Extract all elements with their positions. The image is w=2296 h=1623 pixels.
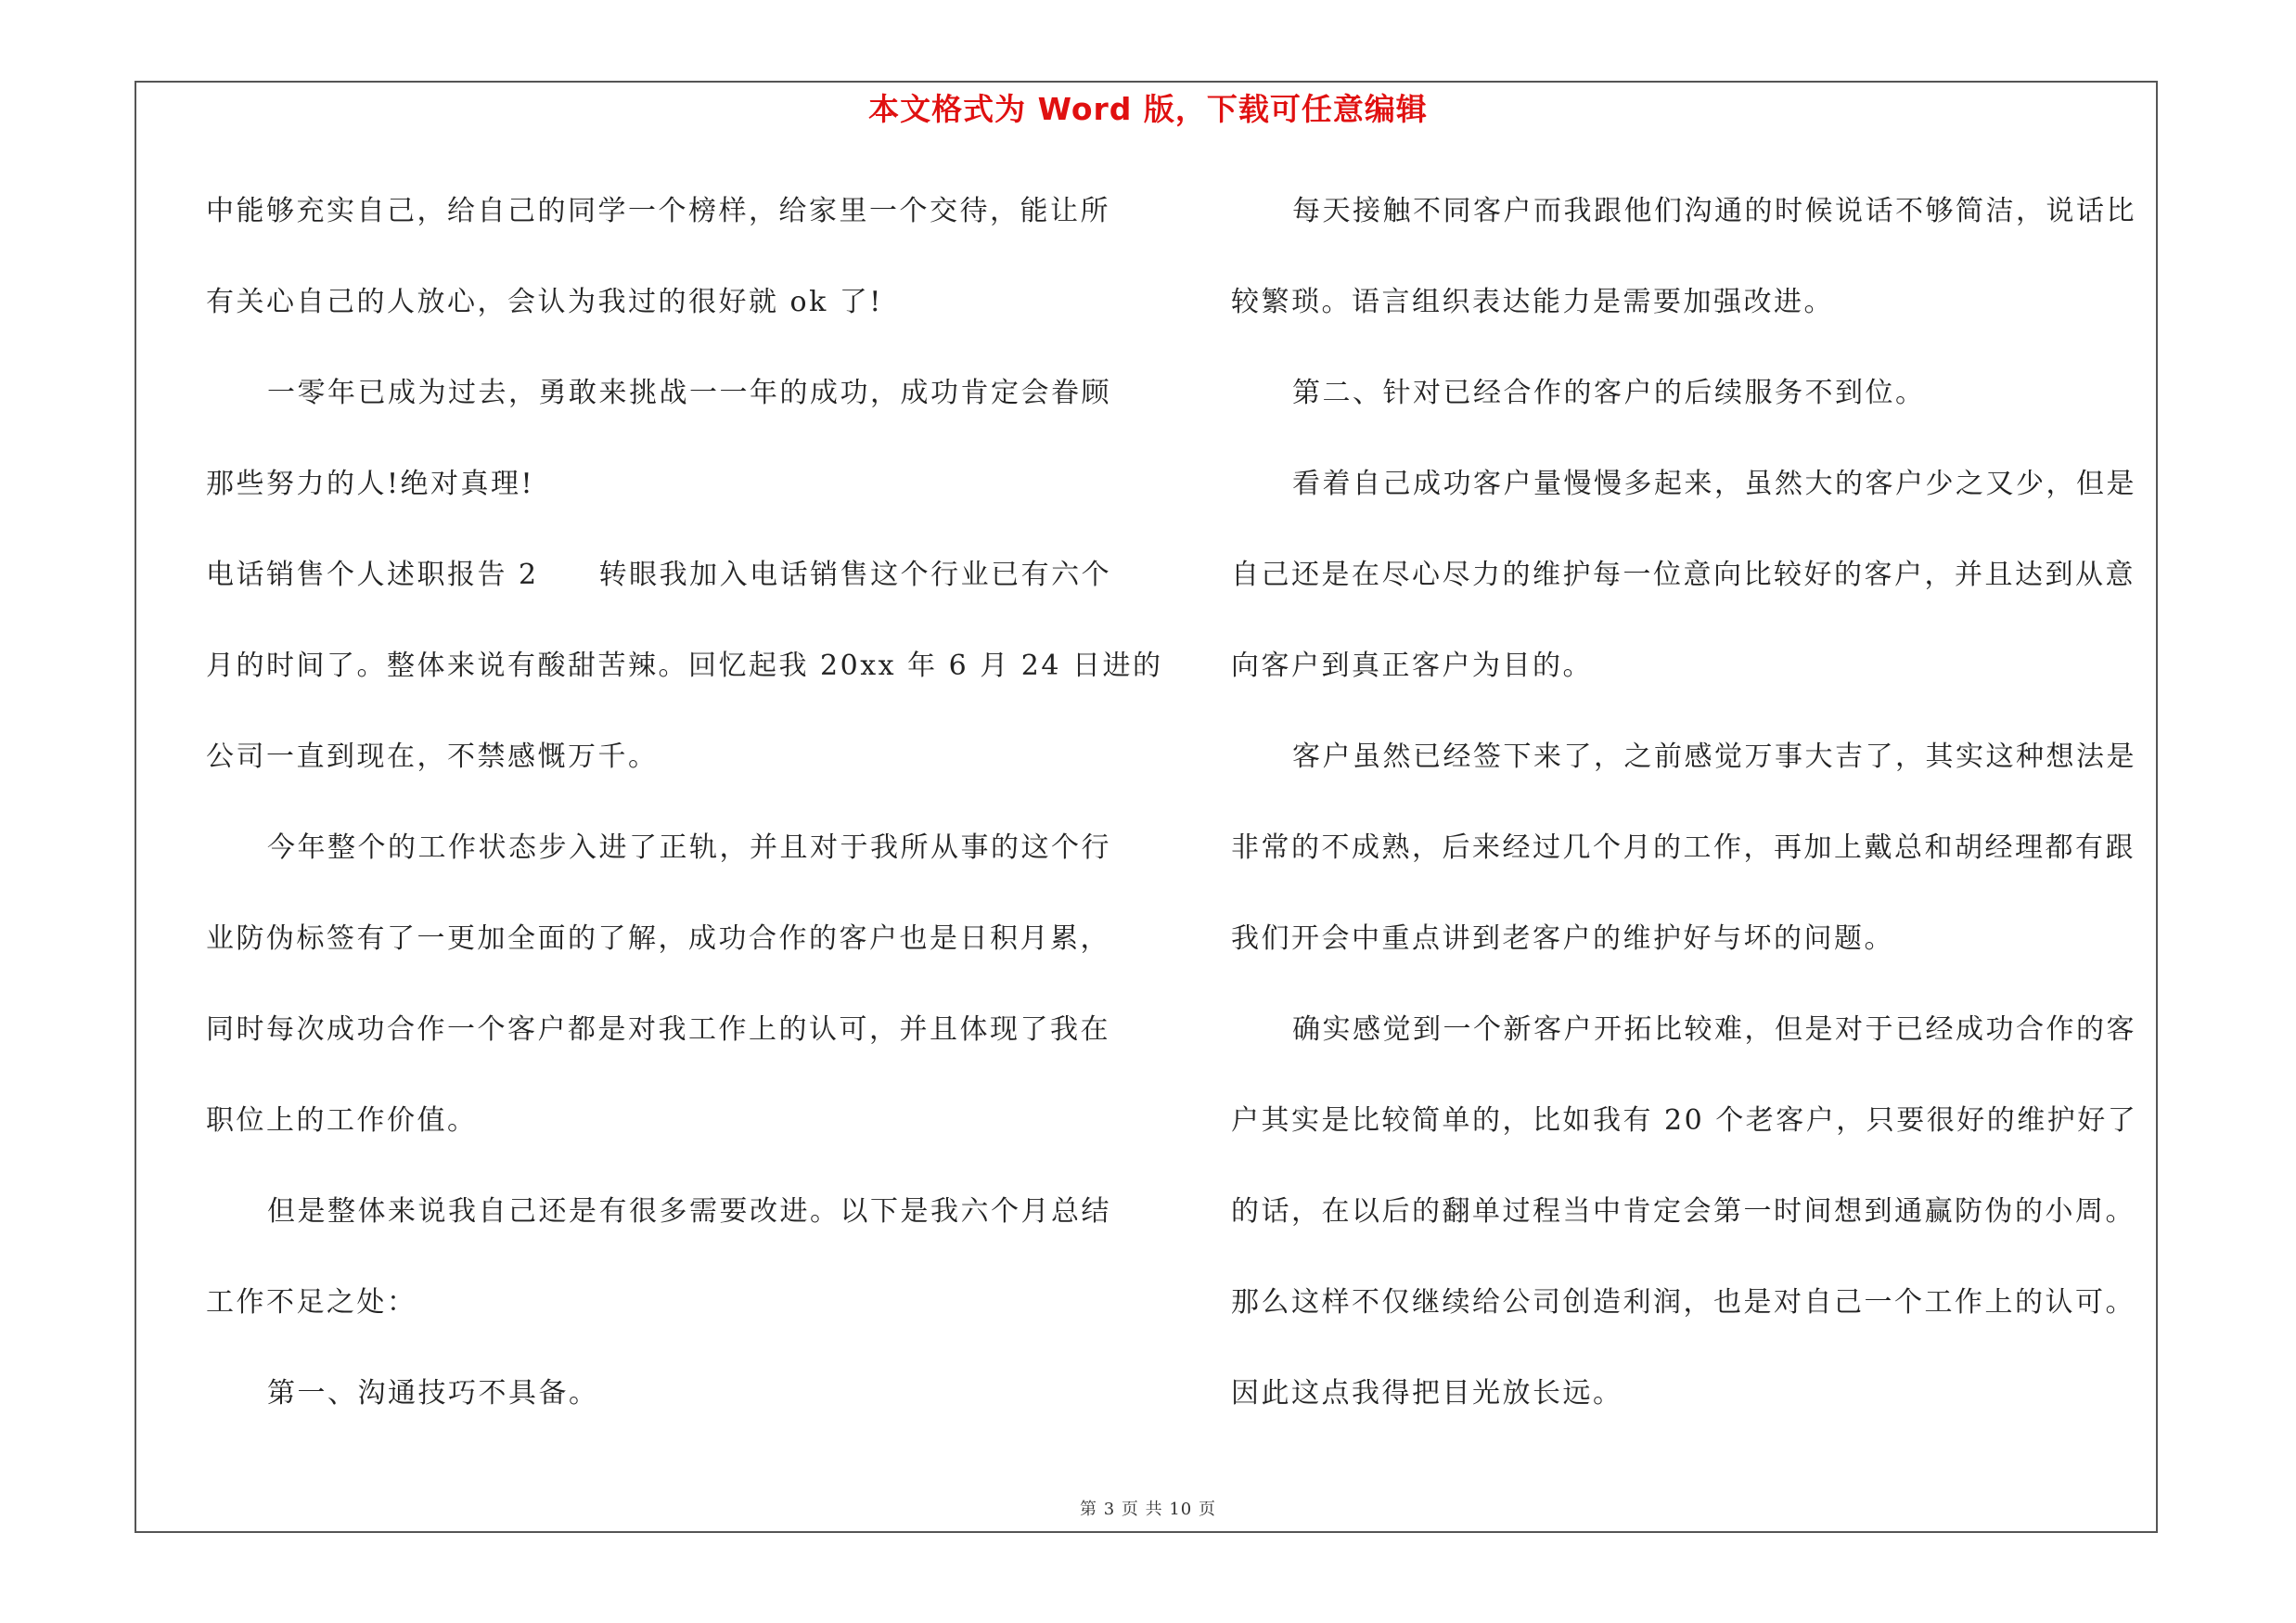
text-line: 第一、沟通技巧不具备。 bbox=[267, 1377, 599, 1410]
text-line: 非常的不成熟，后来经过几个月的工作，再加上戴总和胡经理都有跟 bbox=[1231, 831, 2136, 864]
text-line: 户其实是比较简单的，比如我有 20 个老客户，只要很好的维护好了 bbox=[1231, 1104, 2138, 1137]
text-line: 每天接触不同客户而我跟他们沟通的时候说话不够简洁，说话比 bbox=[1292, 195, 2136, 227]
text-line: 职位上的工作价值。 bbox=[206, 1104, 478, 1137]
text-line: 因此这点我得把目光放长远。 bbox=[1231, 1377, 1623, 1410]
text-line: 公司一直到现在，不禁感慨万千。 bbox=[206, 741, 659, 773]
text-line: 我们开会中重点讲到老客户的维护好与坏的问题。 bbox=[1231, 922, 1894, 955]
text-line: 看着自己成功客户量慢慢多起来，虽然大的客户少之又少，但是 bbox=[1292, 468, 2136, 500]
text-line: 同时每次成功合作一个客户都是对我工作上的认可，并且体现了我在 bbox=[206, 1013, 1110, 1046]
text-line: 有关心自己的人放心，会认为我过的很好就 ok 了! bbox=[206, 286, 883, 318]
text-line: 但是整体来说我自己还是有很多需要改进。以下是我六个月总结 bbox=[267, 1195, 1111, 1228]
text-line: 第二、针对已经合作的客户的后续服务不到位。 bbox=[1292, 377, 1926, 409]
text-line: 那些努力的人!绝对真理! bbox=[206, 468, 535, 500]
right-column bbox=[1231, 186, 2149, 1459]
text-line: 一零年已成为过去，勇敢来挑战一一年的成功，成功肯定会眷顾 bbox=[267, 377, 1111, 409]
page-number: 第 3 页 共 10 页 bbox=[1080, 1500, 1216, 1519]
text-line: 客户虽然已经签下来了，之前感觉万事大吉了，其实这种想法是 bbox=[1292, 741, 2136, 773]
text-line: 向客户到真正客户为目的。 bbox=[1231, 650, 1593, 682]
text-line: 确实感觉到一个新客户开拓比较难，但是对于已经成功合作的客 bbox=[1292, 1013, 2136, 1046]
text-line: 月的时间了。整体来说有酸甜苦辣。回忆起我 20xx 年 6 月 24 日进的 bbox=[206, 650, 1163, 682]
text-line: 业防伪标签有了一更加全面的了解，成功合作的客户也是日积月累， bbox=[206, 922, 1110, 955]
format-banner: 本文格式为 Word 版，下载可任意编辑 bbox=[868, 91, 1428, 127]
text-line: 自己还是在尽心尽力的维护每一位意向比较好的客户，并且达到从意 bbox=[1231, 559, 2136, 591]
text-line: 的话，在以后的翻单过程当中肯定会第一时间想到通赢防伪的小周。 bbox=[1231, 1195, 2136, 1228]
text-line: 中能够充实自己，给自己的同学一个榜样，给家里一个交待，能让所 bbox=[206, 195, 1110, 227]
text-line: 今年整个的工作状态步入进了正轨，并且对于我所从事的这个行 bbox=[267, 831, 1111, 864]
text-line: 工作不足之处： bbox=[206, 1286, 417, 1319]
left-column bbox=[206, 186, 1163, 1459]
text-line: 那么这样不仅继续给公司创造利润，也是对自己一个工作上的认可。 bbox=[1231, 1286, 2136, 1319]
text-line: 电话销售个人述职报告 2 转眼我加入电话销售这个行业已有六个 bbox=[206, 559, 1112, 591]
text-line: 较繁琐。语言组织表达能力是需要加强改进。 bbox=[1231, 286, 1834, 318]
